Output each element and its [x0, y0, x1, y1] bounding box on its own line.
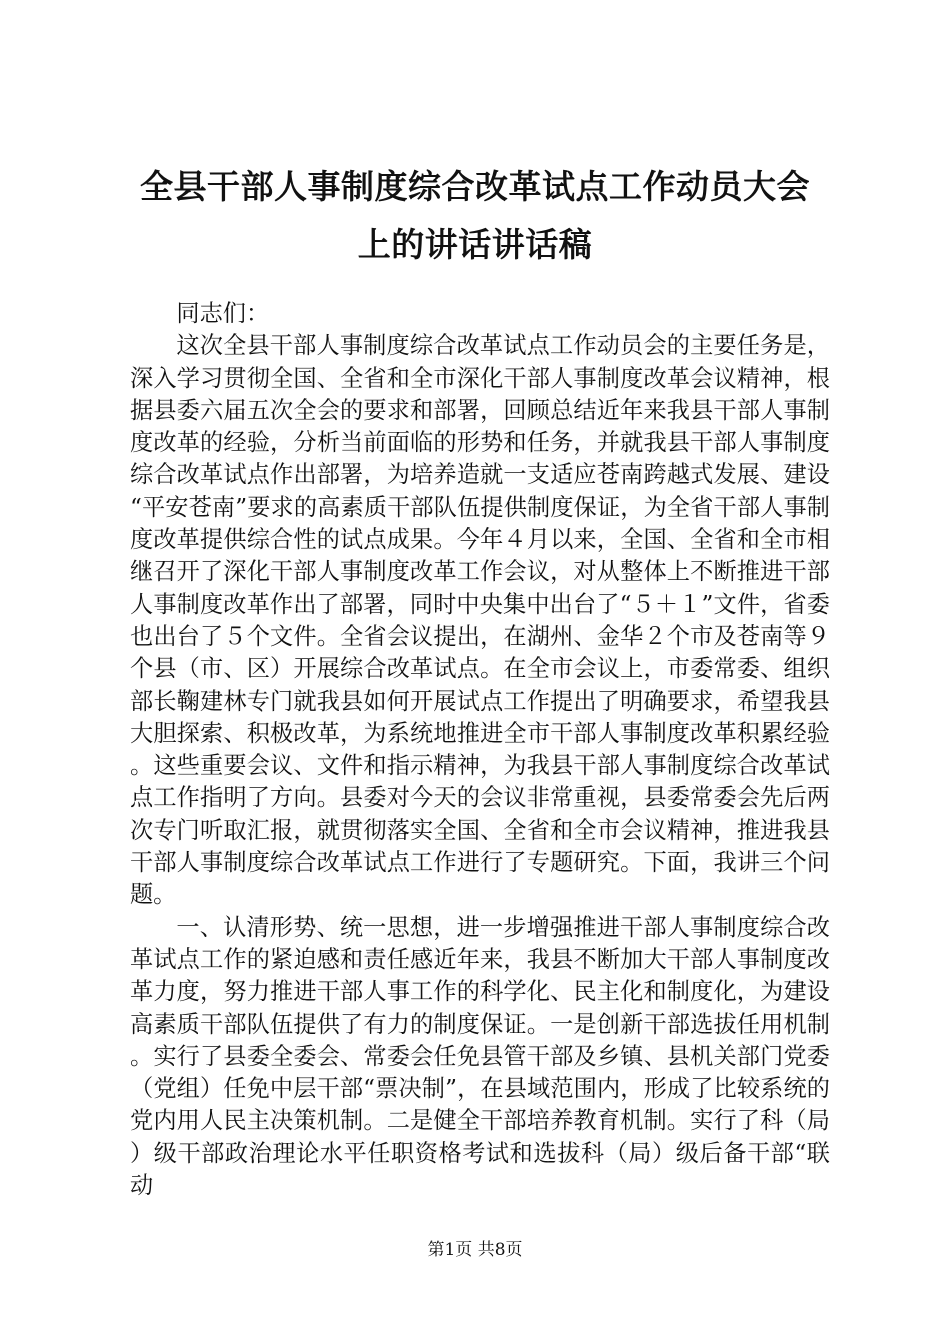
document-title [118, 158, 832, 274]
paragraph-section-one: 一、认清形势、统一思想，进一步增强推进干部人事制度综合改革试点工作的紧迫感和责任感近年来，我县不断加大干部人事制度改革力度，努力推进干部人事工作的科学化、民主化和制度化，为建设高素质干部队伍提供了有力的制度保证。一是创新干部选拔任用机制。实行了县委全委会、常委会任免县管干部及乡镇、县机关部门党委（党组）任免中层干部“票决制”，在县域范围内，形成了比较系统的党内用人民主决策机制。二是健全干部培养教育机制。实行了科（局）级干部政治理论水平任职资格考试和选拔科（局）级后备干部“联动 [130, 913, 830, 1200]
page-footer: 第1页 共8页 [427, 1240, 523, 1260]
salutation: 同志们： [176, 300, 270, 327]
paragraph-intro: 这次全县干部人事制度综合改革试点工作动员会的主要任务是，深入学习贯彻全国、全省和全市深化干部人事制度改革会议精神，根据县委六届五次全会的要求和部署，回顾总结近年来我县干部人事制度改革的经验，分析当前面临的形势和任务，并就我县干部人事制度综合改革试点作出部署，为培养造就一支适应苍南跨越式发展、建设“平安苍南”要求的高素质干部队伍提供制度保证，为全省干部人事制度改革提供综合性的试点成果。今年４月以来，全国、全省和全市相继召开了深化干部人事制度改革工作会议，对从整体上不断推进干部人事制度改革作出了部署，同时中央集中出台了“５＋１”文件，省委也出台了５个文件。全省会议提出，在湖州、金华２个市及苍南等９个县（市、区）开展综合改革试点。在全市会议上，市委常委、组织部长鞠建林专门就我县如何开展试点工作提出了明确要求，希望我县大胆探索、积极改革，为系统地推进全市干部人事制度改革积累经验。这些重要会议、文件和指示精神，为我县干部人事制度综合改革试点工作指明了方向。县委对今天的会议非常重视，县委常委会先后两次专门听取汇报，就贯彻落实全国、全省和全市会议精神，推进我县干部人事制度综合改革试点工作进行了专题研究。下面，我讲三个问题。 [130, 332, 830, 909]
document-body [130, 298, 830, 1202]
title-line-2: 上的讲话讲话稿 [357, 225, 593, 264]
title-line-1: 全县干部人事制度综合改革试点工作动员大会 [140, 167, 810, 206]
